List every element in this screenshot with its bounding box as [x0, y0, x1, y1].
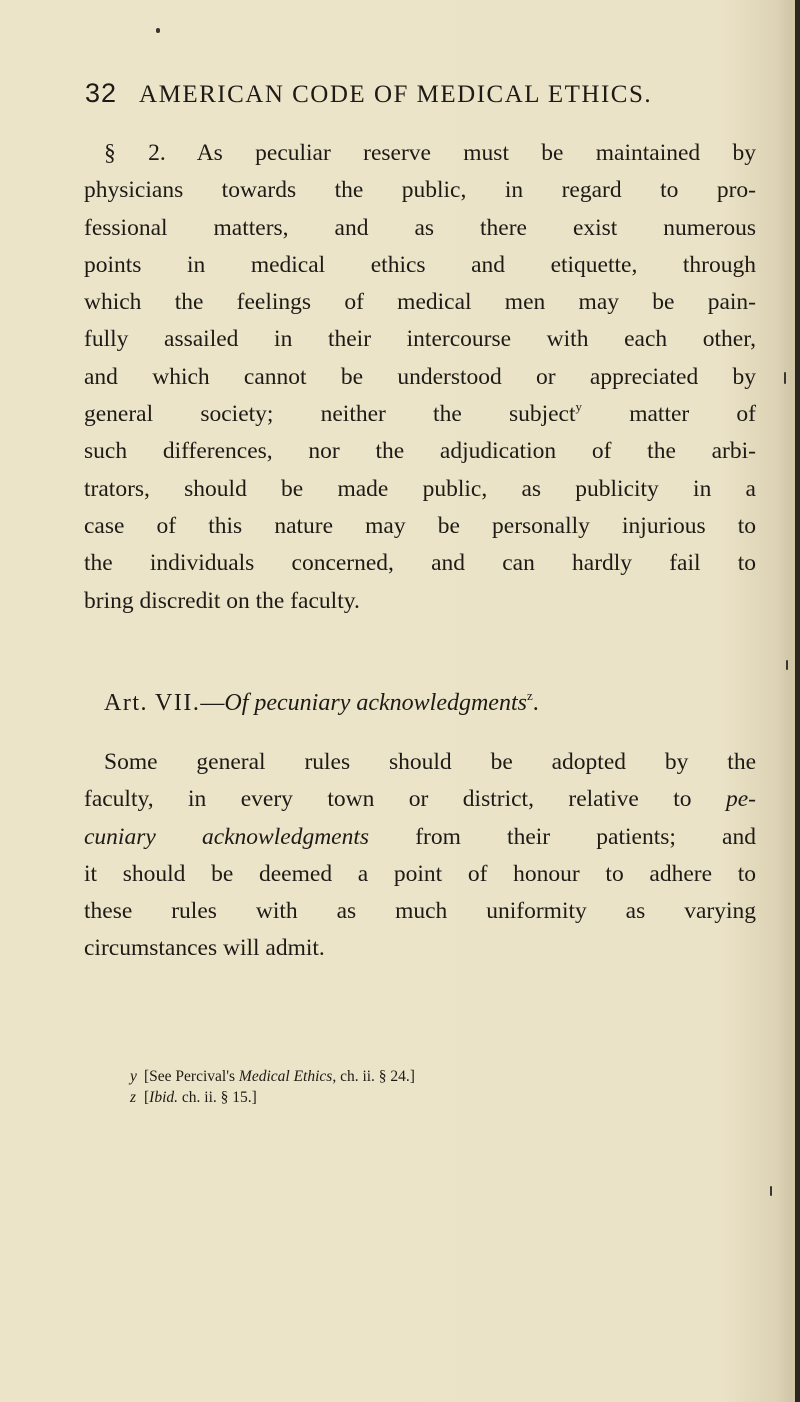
text-fragment: general society; neither the subject [84, 401, 576, 428]
footnote-text: [See Percival's [144, 1068, 239, 1085]
text-line: such differences, nor the adjudication of the arbi- [84, 438, 756, 465]
ink-speck [784, 372, 786, 384]
text-line: fully assailed in their intercourse with each other, [84, 326, 756, 353]
page-border-shadow [795, 0, 800, 1402]
article-7-paragraph [84, 744, 756, 968]
footnote-y [130, 1066, 415, 1087]
text-line: these rules with as much uniformity as varying [84, 898, 756, 925]
footnote-marker: y [130, 1068, 137, 1085]
italic-fragment: cuniary acknowledgments [84, 823, 370, 850]
running-title: AMERICAN CODE OF MEDICAL ETHICS. [139, 81, 653, 108]
article-heading [104, 690, 539, 717]
page-edge [791, 0, 794, 1402]
page-number: 32 [85, 78, 118, 108]
article-label: Art. VII. [104, 690, 201, 716]
article-title: Of pecuniary acknowledgments [224, 690, 527, 716]
article-title-end: . [532, 690, 539, 716]
ink-speck [786, 660, 788, 670]
text-line: case of this nature may be personally injurious to [84, 512, 756, 539]
text-line [84, 781, 756, 818]
text-line: Some general rules should be adopted by the [104, 749, 756, 775]
footnote-ref-z: z [526, 688, 533, 703]
text-line: points in medical ethics and etiquette, through [84, 251, 756, 278]
footnote-ref-y: y [575, 399, 583, 415]
article-dash: — [200, 690, 225, 716]
footnote-text: ch. ii. § 15.] [178, 1089, 257, 1106]
text-line-with-footnote [84, 396, 756, 433]
text-line: circumstances will admit. [84, 935, 325, 962]
text-line: it should be deemed a point of honour to adhere to [84, 860, 756, 887]
section-2-paragraph [84, 135, 756, 620]
text-line: trators, should be made public, as publicity in a [84, 475, 756, 502]
footnote-text: , ch. ii. § 24.] [332, 1068, 415, 1085]
footnote-z [130, 1087, 415, 1108]
text-line: and which cannot be understood or appreciated by [84, 363, 756, 390]
text-line: which the feelings of medical men may be pain- [84, 289, 756, 316]
text-fragment: from their patients; and [369, 823, 756, 850]
text-line: physicians towards the public, in regard to pro- [84, 177, 756, 204]
footnote-italic: Medical Ethics [238, 1068, 333, 1085]
text-line: fessional matters, and as there exist numerous [84, 214, 756, 241]
footnote-marker: z [130, 1089, 137, 1106]
footnotes [130, 1066, 415, 1108]
text-line: § 2. As peculiar reserve must be maintained by [104, 140, 756, 166]
footnote-bracket: [ [144, 1089, 150, 1106]
italic-fragment: pe- [725, 786, 756, 813]
text-line: bring discredit on the faculty. [84, 587, 360, 614]
text-fragment: faculty, in every town or district, relative to [84, 786, 726, 813]
ink-speck [156, 28, 160, 33]
footnote-italic: Ibid. [149, 1089, 179, 1106]
text-line: the individuals concerned, and can hardly fail to [84, 550, 756, 577]
text-fragment: matter of [582, 401, 756, 428]
running-header [85, 78, 705, 109]
ink-speck [770, 1186, 772, 1196]
text-line [84, 819, 756, 856]
